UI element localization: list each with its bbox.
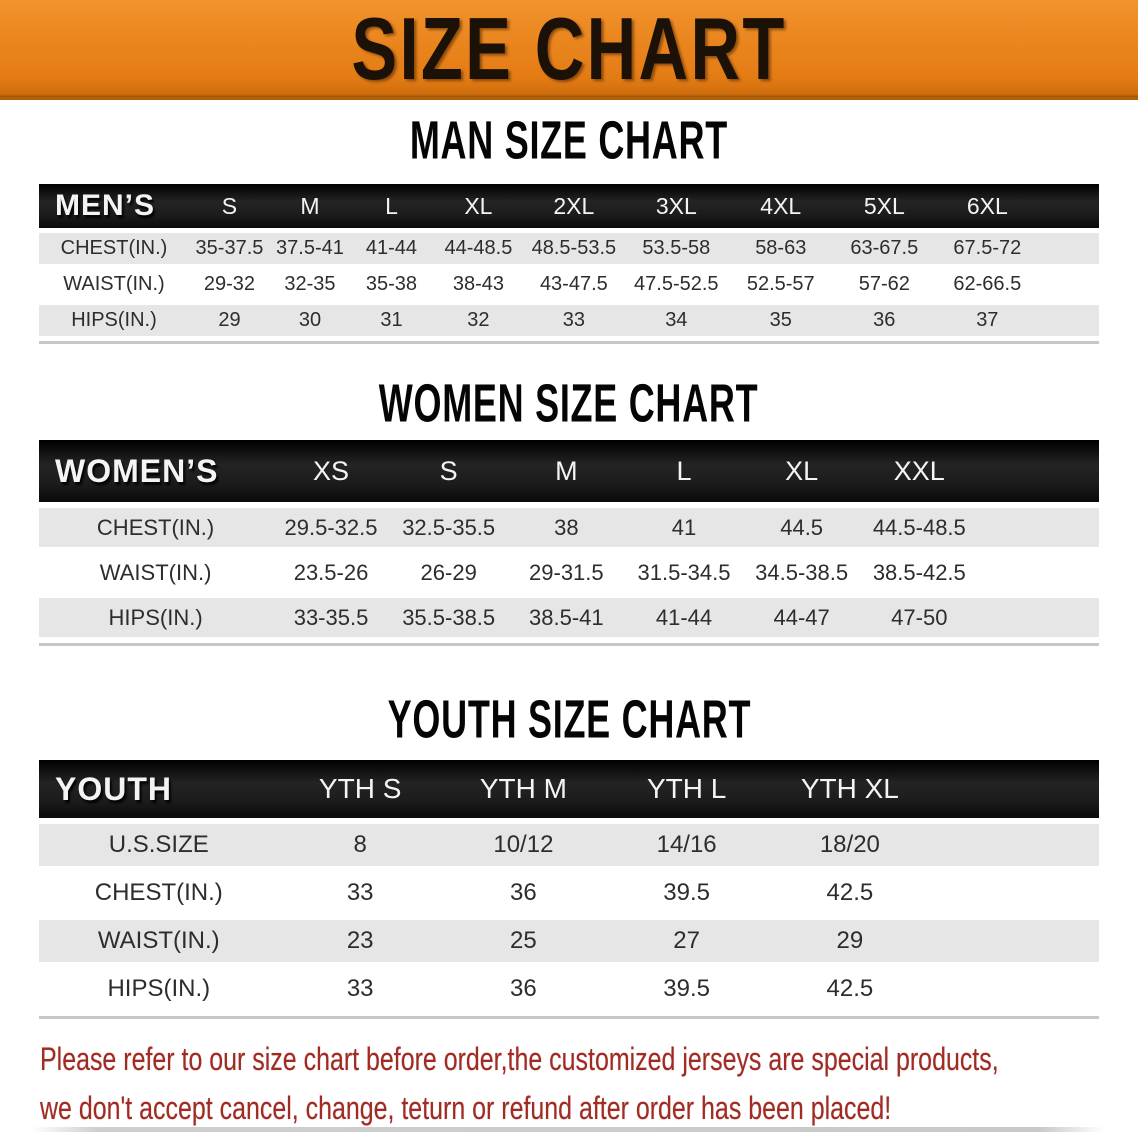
spacer-cell: [931, 872, 1099, 914]
men-col-header: XL: [433, 184, 524, 228]
men-waist-row: [39, 269, 1099, 300]
measure-cell: 48.5-53.5: [524, 233, 624, 264]
women-size-table: [39, 434, 1099, 643]
measure-cell: 14/16: [605, 824, 768, 866]
youth-col-header: YTH L: [605, 760, 768, 818]
women-section-heading: [0, 372, 1138, 434]
men-col-header: 5XL: [833, 184, 936, 228]
measure-cell: 31: [350, 305, 433, 336]
measure-cell: 8: [279, 824, 442, 866]
row-label: CHEST(IN.): [39, 872, 279, 914]
measure-cell: 23: [279, 920, 442, 962]
row-label: CHEST(IN.): [39, 508, 272, 547]
measure-cell: 43-47.5: [524, 269, 624, 300]
youth-col-header: YTH S: [279, 760, 442, 818]
spacer-cell: [931, 760, 1099, 818]
women-col-header: XL: [743, 440, 861, 502]
men-table-wrap: [39, 179, 1099, 344]
men-hips-row: [39, 305, 1099, 336]
measure-cell: 42.5: [768, 968, 931, 1010]
spacer-cell: [1039, 269, 1099, 300]
spacer-cell: [1039, 305, 1099, 336]
measure-cell: 35-38: [350, 269, 433, 300]
women-chest-row: [39, 508, 1099, 547]
women-col-header: M: [508, 440, 626, 502]
women-table-wrap: [39, 434, 1099, 646]
measure-cell: 42.5: [768, 872, 931, 914]
youth-hips-row: [39, 968, 1099, 1010]
measure-cell: 36: [442, 872, 605, 914]
spacer-cell: [1039, 233, 1099, 264]
row-label: U.S.SIZE: [39, 824, 279, 866]
row-label: WAIST(IN.): [39, 553, 272, 592]
measure-cell: 36: [442, 968, 605, 1010]
women-heading-text: WOMEN SIZE CHART: [379, 372, 759, 434]
measure-cell: 33: [279, 968, 442, 1010]
measure-cell: 39.5: [605, 968, 768, 1010]
men-col-header: L: [350, 184, 433, 228]
men-heading-text: MAN SIZE CHART: [409, 109, 729, 171]
measure-cell: 47-50: [860, 598, 978, 637]
measure-cell: 37.5-41: [270, 233, 350, 264]
measure-cell: 25: [442, 920, 605, 962]
measure-cell: 44-48.5: [433, 233, 524, 264]
youth-group-label: YOUTH: [39, 760, 279, 818]
disclaimer-line-1: Please refer to our size chart before order,the customized jerseys are special products,: [40, 1041, 999, 1077]
spacer-cell: [978, 508, 1099, 547]
men-section-heading: [0, 109, 1138, 171]
men-col-header: S: [189, 184, 270, 228]
measure-cell: 36: [833, 305, 936, 336]
women-waist-row: [39, 553, 1099, 592]
spacer-cell: [931, 824, 1099, 866]
measure-cell: 23.5-26: [272, 553, 390, 592]
women-col-header: S: [390, 440, 508, 502]
measure-cell: 38: [508, 508, 626, 547]
men-col-header: 4XL: [729, 184, 833, 228]
men-col-header: 2XL: [524, 184, 624, 228]
measure-cell: 27: [605, 920, 768, 962]
row-label: HIPS(IN.): [39, 968, 279, 1010]
measure-cell: 63-67.5: [833, 233, 936, 264]
disclaimer: [0, 1035, 1138, 1133]
youth-ussize-row: [39, 824, 1099, 866]
measure-cell: 58-63: [729, 233, 833, 264]
spacer-cell: [1039, 184, 1099, 228]
measure-cell: 32.5-35.5: [390, 508, 508, 547]
measure-cell: 26-29: [390, 553, 508, 592]
measure-cell: 41-44: [625, 598, 743, 637]
women-col-header: XXL: [860, 440, 978, 502]
women-header-row: [39, 440, 1099, 502]
measure-cell: 29-31.5: [508, 553, 626, 592]
measure-cell: 35: [729, 305, 833, 336]
measure-cell: 62-66.5: [936, 269, 1039, 300]
youth-col-header: YTH M: [442, 760, 605, 818]
measure-cell: 18/20: [768, 824, 931, 866]
measure-cell: 39.5: [605, 872, 768, 914]
women-hips-row: [39, 598, 1099, 637]
measure-cell: 29: [768, 920, 931, 962]
measure-cell: 29: [189, 305, 270, 336]
youth-table-wrap: [39, 754, 1099, 1019]
youth-section-heading: [0, 688, 1138, 750]
measure-cell: 67.5-72: [936, 233, 1039, 264]
row-label: HIPS(IN.): [39, 305, 189, 336]
women-col-header: XS: [272, 440, 390, 502]
youth-chest-row: [39, 872, 1099, 914]
youth-waist-row: [39, 920, 1099, 962]
measure-cell: 38-43: [433, 269, 524, 300]
bottom-edge-divider: [32, 1127, 1104, 1132]
row-label: WAIST(IN.): [39, 920, 279, 962]
men-chest-row: [39, 233, 1099, 264]
youth-heading-text: YOUTH SIZE CHART: [387, 688, 751, 750]
measure-cell: 44.5: [743, 508, 861, 547]
youth-col-header: YTH XL: [768, 760, 931, 818]
youth-size-table: [39, 754, 1099, 1016]
men-size-table: [39, 179, 1099, 341]
measure-cell: 41: [625, 508, 743, 547]
measure-cell: 29.5-32.5: [272, 508, 390, 547]
men-group-label: MEN’S: [39, 184, 189, 228]
measure-cell: 31.5-34.5: [625, 553, 743, 592]
measure-cell: 33: [524, 305, 624, 336]
row-label: WAIST(IN.): [39, 269, 189, 300]
measure-cell: 32-35: [270, 269, 350, 300]
banner-title: SIZE CHART: [351, 0, 787, 98]
spacer-cell: [978, 553, 1099, 592]
measure-cell: 30: [270, 305, 350, 336]
banner: [0, 0, 1138, 100]
spacer-cell: [931, 968, 1099, 1010]
youth-header-row: [39, 760, 1099, 818]
women-col-header: L: [625, 440, 743, 502]
men-col-header: 3XL: [624, 184, 729, 228]
disclaimer-line-2: we don't accept cancel, change, teturn or refund after order has been placed!: [40, 1090, 892, 1126]
spacer-cell: [978, 440, 1099, 502]
measure-cell: 33-35.5: [272, 598, 390, 637]
measure-cell: 41-44: [350, 233, 433, 264]
row-label: HIPS(IN.): [39, 598, 272, 637]
spacer-cell: [978, 598, 1099, 637]
measure-cell: 35.5-38.5: [390, 598, 508, 637]
measure-cell: 38.5-41: [508, 598, 626, 637]
spacer-cell: [931, 920, 1099, 962]
men-header-row: [39, 184, 1099, 228]
measure-cell: 52.5-57: [729, 269, 833, 300]
measure-cell: 44-47: [743, 598, 861, 637]
women-group-label: WOMEN’S: [39, 440, 272, 502]
measure-cell: 34: [624, 305, 729, 336]
measure-cell: 38.5-42.5: [860, 553, 978, 592]
measure-cell: 35-37.5: [189, 233, 270, 264]
men-col-header: 6XL: [936, 184, 1039, 228]
men-col-header: M: [270, 184, 350, 228]
row-label: CHEST(IN.): [39, 233, 189, 264]
measure-cell: 10/12: [442, 824, 605, 866]
measure-cell: 34.5-38.5: [743, 553, 861, 592]
measure-cell: 57-62: [833, 269, 936, 300]
measure-cell: 29-32: [189, 269, 270, 300]
measure-cell: 32: [433, 305, 524, 336]
measure-cell: 33: [279, 872, 442, 914]
measure-cell: 37: [936, 305, 1039, 336]
measure-cell: 47.5-52.5: [624, 269, 729, 300]
measure-cell: 53.5-58: [624, 233, 729, 264]
measure-cell: 44.5-48.5: [860, 508, 978, 547]
